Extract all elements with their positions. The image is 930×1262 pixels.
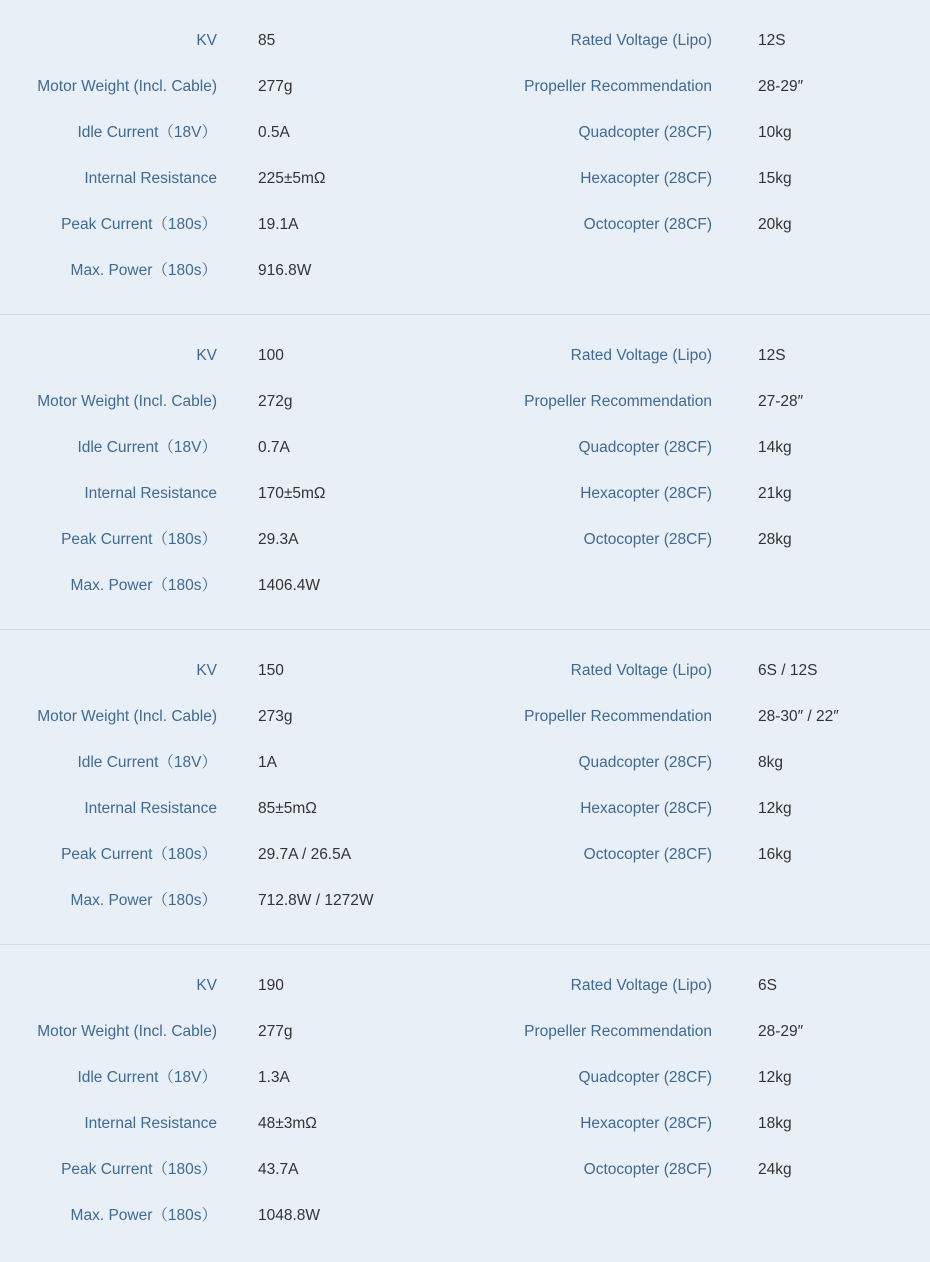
spec-label: Rated Voltage (Lipo) [570, 662, 712, 679]
spec-row [465, 202, 930, 248]
spec-row [0, 563, 465, 609]
spec-row [465, 517, 930, 563]
spec-label: Idle Current（18V） [77, 439, 217, 456]
spec-value: 1A [258, 754, 277, 771]
spec-value: 0.7A [258, 439, 290, 456]
spec-row [465, 156, 930, 202]
spec-column-right [465, 648, 930, 878]
spec-label: Quadcopter (28CF) [578, 124, 712, 141]
spec-row [465, 963, 930, 1009]
spec-value: 85 [258, 32, 276, 49]
spec-row [0, 1147, 465, 1193]
spec-row [0, 1101, 465, 1147]
spec-value: 100 [258, 347, 284, 364]
spec-label: Idle Current（18V） [77, 124, 217, 141]
spec-label: KV [196, 662, 217, 679]
spec-value: 277g [258, 78, 293, 95]
spec-label: Peak Current（180s） [61, 216, 217, 233]
spec-row [465, 648, 930, 694]
spec-label: Octocopter (28CF) [583, 1161, 712, 1178]
spec-label: Peak Current（180s） [61, 846, 217, 863]
spec-label: KV [196, 32, 217, 49]
spec-value: 916.8W [258, 262, 312, 279]
spec-label: Hexacopter (28CF) [580, 170, 712, 187]
spec-label: Rated Voltage (Lipo) [570, 347, 712, 364]
spec-label: Idle Current（18V） [77, 754, 217, 771]
spec-row [0, 1009, 465, 1055]
spec-value: 1406.4W [258, 577, 321, 594]
spec-label: Max. Power（180s） [70, 577, 217, 594]
spec-value: 277g [258, 1023, 293, 1040]
spec-value: 225±5mΩ [258, 170, 326, 187]
spec-row [0, 333, 465, 379]
spec-value: 28kg [758, 531, 792, 548]
spec-value: 12kg [758, 800, 792, 817]
spec-label: KV [196, 977, 217, 994]
spec-block [0, 0, 930, 315]
spec-row [465, 333, 930, 379]
spec-row [0, 248, 465, 294]
spec-row [0, 1055, 465, 1101]
spec-block [0, 315, 930, 630]
spec-label: Hexacopter (28CF) [580, 1115, 712, 1132]
spec-value: 1048.8W [258, 1207, 321, 1224]
spec-row [465, 832, 930, 878]
spec-value: 15kg [758, 170, 792, 187]
spec-label: Octocopter (28CF) [583, 216, 712, 233]
spec-value: 190 [258, 977, 284, 994]
spec-row [0, 786, 465, 832]
spec-row [0, 156, 465, 202]
spec-row [465, 1101, 930, 1147]
spec-label: KV [196, 347, 217, 364]
spec-value: 43.7A [258, 1161, 299, 1178]
spec-row [465, 379, 930, 425]
spec-value: 12kg [758, 1069, 792, 1086]
spec-value: 28-29″ [758, 78, 804, 95]
spec-label: Peak Current（180s） [61, 531, 217, 548]
spec-value: 28-29″ [758, 1023, 804, 1040]
spec-column-left [0, 333, 465, 609]
spec-value: 1.3A [258, 1069, 290, 1086]
spec-label: Propeller Recommendation [524, 393, 712, 410]
spec-value: 6S [758, 977, 777, 994]
spec-value: 29.7A / 26.5A [258, 846, 352, 863]
spec-label: Hexacopter (28CF) [580, 485, 712, 502]
spec-row [0, 832, 465, 878]
spec-row [465, 1055, 930, 1101]
spec-row [465, 471, 930, 517]
spec-value: 20kg [758, 216, 792, 233]
spec-value: 24kg [758, 1161, 792, 1178]
spec-value: 28-30″ / 22″ [758, 708, 839, 725]
spec-column-right [465, 333, 930, 563]
spec-label: Motor Weight (Incl. Cable) [37, 1023, 217, 1040]
spec-label: Motor Weight (Incl. Cable) [37, 78, 217, 95]
spec-value: 170±5mΩ [258, 485, 326, 502]
spec-row [465, 740, 930, 786]
spec-column-left [0, 18, 465, 294]
spec-label: Internal Resistance [84, 170, 217, 187]
spec-row [0, 878, 465, 924]
spec-label: Octocopter (28CF) [583, 846, 712, 863]
spec-label: Idle Current（18V） [77, 1069, 217, 1086]
spec-label: Internal Resistance [84, 485, 217, 502]
spec-value: 10kg [758, 124, 792, 141]
spec-label: Rated Voltage (Lipo) [570, 977, 712, 994]
spec-label: Max. Power（180s） [70, 262, 217, 279]
spec-row [0, 110, 465, 156]
spec-value: 85±5mΩ [258, 800, 317, 817]
spec-column-right [465, 18, 930, 248]
spec-label: Rated Voltage (Lipo) [570, 32, 712, 49]
spec-value: 12S [758, 347, 786, 364]
spec-row [465, 1147, 930, 1193]
spec-label: Internal Resistance [84, 800, 217, 817]
spec-row [465, 425, 930, 471]
spec-value: 12S [758, 32, 786, 49]
spec-value: 272g [258, 393, 293, 410]
spec-label: Peak Current（180s） [61, 1161, 217, 1178]
spec-block [0, 630, 930, 945]
spec-row [465, 110, 930, 156]
spec-row [0, 18, 465, 64]
spec-row [465, 1009, 930, 1055]
spec-row [0, 202, 465, 248]
spec-label: Quadcopter (28CF) [578, 1069, 712, 1086]
spec-row [465, 64, 930, 110]
spec-row [0, 517, 465, 563]
spec-row [0, 963, 465, 1009]
spec-value: 150 [258, 662, 284, 679]
spec-label: Max. Power（180s） [70, 892, 217, 909]
spec-label: Quadcopter (28CF) [578, 439, 712, 456]
spec-row [0, 740, 465, 786]
spec-value: 19.1A [258, 216, 299, 233]
spec-column-right [465, 963, 930, 1193]
spec-row [465, 18, 930, 64]
spec-value: 0.5A [258, 124, 290, 141]
spec-value: 273g [258, 708, 293, 725]
spec-label: Quadcopter (28CF) [578, 754, 712, 771]
spec-row [0, 648, 465, 694]
spec-row [0, 694, 465, 740]
spec-value: 27-28″ [758, 393, 804, 410]
spec-row [465, 694, 930, 740]
spec-value: 48±3mΩ [258, 1115, 317, 1132]
spec-label: Octocopter (28CF) [583, 531, 712, 548]
spec-value: 18kg [758, 1115, 792, 1132]
spec-block [0, 945, 930, 1262]
spec-row [0, 471, 465, 517]
spec-row [0, 379, 465, 425]
spec-label: Hexacopter (28CF) [580, 800, 712, 817]
spec-label: Propeller Recommendation [524, 708, 712, 725]
spec-row [0, 425, 465, 471]
spec-label: Internal Resistance [84, 1115, 217, 1132]
spec-row [0, 64, 465, 110]
spec-row [465, 786, 930, 832]
spec-value: 29.3A [258, 531, 299, 548]
spec-column-left [0, 963, 465, 1239]
spec-column-left [0, 648, 465, 924]
spec-label: Propeller Recommendation [524, 78, 712, 95]
spec-value: 14kg [758, 439, 792, 456]
spec-label: Propeller Recommendation [524, 1023, 712, 1040]
spec-value: 8kg [758, 754, 783, 771]
spec-label: Max. Power（180s） [70, 1207, 217, 1224]
spec-row [0, 1193, 465, 1239]
spec-value: 712.8W / 1272W [258, 892, 374, 909]
spec-value: 16kg [758, 846, 792, 863]
spec-label: Motor Weight (Incl. Cable) [37, 708, 217, 725]
spec-label: Motor Weight (Incl. Cable) [37, 393, 217, 410]
spec-value: 21kg [758, 485, 792, 502]
spec-value: 6S / 12S [758, 662, 818, 679]
